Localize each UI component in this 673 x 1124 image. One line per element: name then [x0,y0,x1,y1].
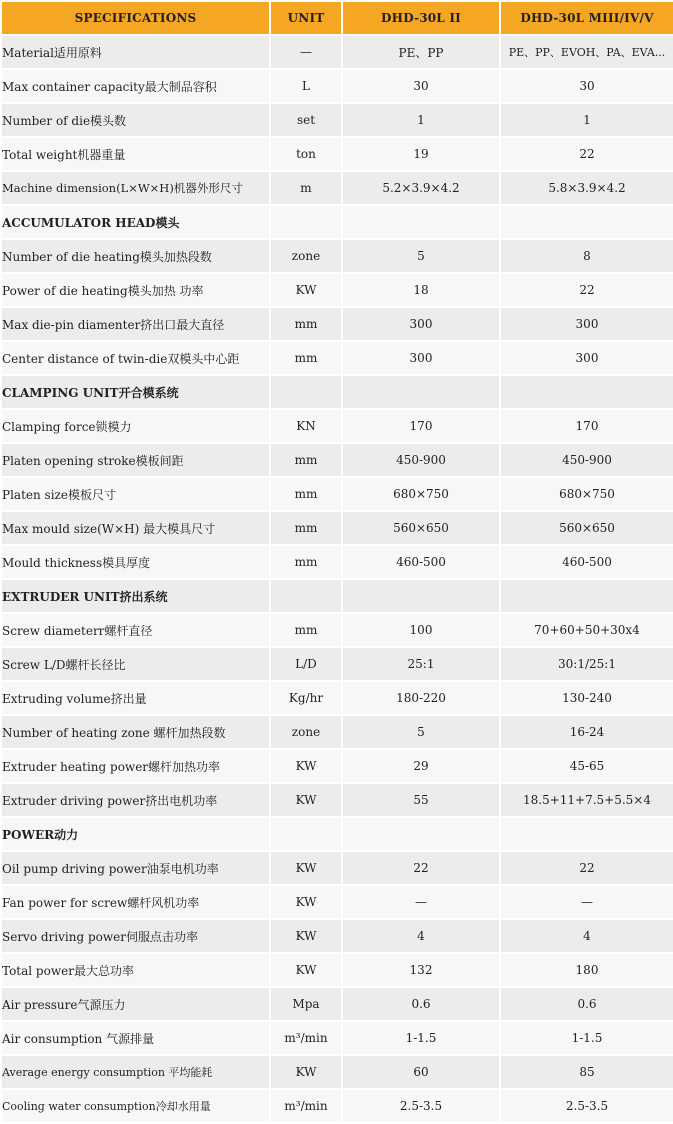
spec-label: Max mould size(W×H) 最大模具尺寸 [2,512,269,544]
model-1-value: 22 [343,852,499,884]
model-2-value: 18.5+11+7.5+5.5×4 [501,784,673,816]
model-2-value: 680×750 [501,478,673,510]
empty-cell [271,818,341,850]
spec-label: Platen size模板尺寸 [2,478,269,510]
empty-cell [343,206,499,238]
model-2-value: 30:1/25:1 [501,648,673,680]
unit-cell: mm [271,614,341,646]
header-unit: UNIT [271,2,341,34]
empty-cell [271,580,341,612]
unit-cell: set [271,104,341,136]
spec-label: Oil pump driving power油泵电机功率 [2,852,269,884]
model-2-value: 4 [501,920,673,952]
unit-cell: KW [271,954,341,986]
model-1-value: 4 [343,920,499,952]
spec-label: Extruding volume挤出量 [2,682,269,714]
spec-label: Mould thickness模具厚度 [2,546,269,578]
model-1-value: 0.6 [343,988,499,1020]
unit-cell: mm [271,444,341,476]
unit-cell: Mpa [271,988,341,1020]
model-2-value: 1-1.5 [501,1022,673,1054]
model-2-value: 560×650 [501,512,673,544]
spec-label: Machine dimension(L×W×H)机器外形尺寸 [2,172,269,204]
empty-cell [501,376,673,408]
table-row [2,274,673,306]
table-row [2,682,673,714]
model-2-value: 300 [501,342,673,374]
model-1-value: 25:1 [343,648,499,680]
model-1-value: 1-1.5 [343,1022,499,1054]
table-row [2,138,673,170]
model-2-value: 22 [501,138,673,170]
model-1-value: 5.2×3.9×4.2 [343,172,499,204]
table-row [2,512,673,544]
section-title: ACCUMULATOR HEAD模头 [2,206,269,238]
spec-label: Center distance of twin-die双模头中心距 [2,342,269,374]
spec-label: Screw L/D螺杆长径比 [2,648,269,680]
model-2-value: 0.6 [501,988,673,1020]
spec-label: Material适用原料 [2,36,269,68]
empty-cell [501,818,673,850]
table-header-row [2,2,673,34]
section-title: EXTRUDER UNIT挤出系统 [2,580,269,612]
spec-label: Average energy consumption 平均能耗 [2,1056,269,1088]
spec-label: Number of heating zone 螺杆加热段数 [2,716,269,748]
unit-cell: KN [271,410,341,442]
unit-cell: L [271,70,341,102]
spec-label: Platen opening stroke模板间距 [2,444,269,476]
spec-label: Total power最大总功率 [2,954,269,986]
unit-cell: KW [271,852,341,884]
table-row [2,852,673,884]
model-2-value: 8 [501,240,673,272]
spec-label: Screw diameterr螺杆直径 [2,614,269,646]
unit-cell: — [271,36,341,68]
table-row [2,1022,673,1054]
section-row [2,376,673,408]
empty-cell [271,206,341,238]
empty-cell [343,818,499,850]
model-2-value: 22 [501,852,673,884]
model-1-value: — [343,886,499,918]
table-row [2,716,673,748]
unit-cell: KW [271,274,341,306]
spec-label: Fan power for screw螺杆风机功率 [2,886,269,918]
empty-cell [271,376,341,408]
model-2-value: 30 [501,70,673,102]
table-row [2,988,673,1020]
unit-cell: KW [271,784,341,816]
spec-label: Number of die heating模头加热段数 [2,240,269,272]
table-body [2,36,673,1122]
table-row [2,308,673,340]
table-row [2,70,673,102]
table-row [2,784,673,816]
empty-cell [343,376,499,408]
spec-label: Extruder heating power螺杆加热功率 [2,750,269,782]
table-row [2,546,673,578]
model-2-value: 170 [501,410,673,442]
model-1-value: 450-900 [343,444,499,476]
model-1-value: 18 [343,274,499,306]
model-1-value: 460-500 [343,546,499,578]
model-1-value: 5 [343,716,499,748]
unit-cell: m³/min [271,1090,341,1122]
table-row [2,954,673,986]
model-1-value: 170 [343,410,499,442]
table-row [2,410,673,442]
table-row [2,886,673,918]
model-2-value: 450-900 [501,444,673,476]
unit-cell: zone [271,240,341,272]
unit-cell: ton [271,138,341,170]
model-1-value: 19 [343,138,499,170]
table-row [2,172,673,204]
table-row [2,104,673,136]
model-1-value: 132 [343,954,499,986]
table-row [2,750,673,782]
section-title: CLAMPING UNIT开合模系统 [2,376,269,408]
header-specifications: SPECIFICATIONS [2,2,269,34]
model-1-value: 29 [343,750,499,782]
spec-label: Total weight机器重量 [2,138,269,170]
table-row [2,614,673,646]
header-model-2: DHD-30L MIII/IV/V [501,2,673,34]
table-row [2,478,673,510]
spec-label: Air consumption 气源排量 [2,1022,269,1054]
unit-cell: KW [271,886,341,918]
empty-cell [343,580,499,612]
unit-cell: KW [271,750,341,782]
model-2-value: 2.5-3.5 [501,1090,673,1122]
model-1-value: PE、PP [343,36,499,68]
spec-label: Number of die模头数 [2,104,269,136]
spec-label: Max die-pin diamenter挤出口最大直径 [2,308,269,340]
model-1-value: 30 [343,70,499,102]
model-2-value: — [501,886,673,918]
table-row [2,240,673,272]
unit-cell: mm [271,546,341,578]
table-row [2,36,673,68]
spec-label: Cooling water consumption冷却水用量 [2,1090,269,1122]
unit-cell: m [271,172,341,204]
model-1-value: 300 [343,308,499,340]
model-1-value: 5 [343,240,499,272]
unit-cell: Kg/hr [271,682,341,714]
model-2-value: 70+60+50+30x4 [501,614,673,646]
model-1-value: 560×650 [343,512,499,544]
model-2-value: 130-240 [501,682,673,714]
model-2-value: PE、PP、EVOH、PA、EVA... [501,36,673,68]
unit-cell: KW [271,1056,341,1088]
model-2-value: 1 [501,104,673,136]
spec-label: Power of die heating模头加热 功率 [2,274,269,306]
spec-label: Air pressure气源压力 [2,988,269,1020]
header-model-1: DHD-30L II [343,2,499,34]
model-1-value: 680×750 [343,478,499,510]
unit-cell: mm [271,308,341,340]
section-row [2,206,673,238]
model-2-value: 22 [501,274,673,306]
table-row [2,444,673,476]
unit-cell: L/D [271,648,341,680]
model-1-value: 100 [343,614,499,646]
unit-cell: mm [271,512,341,544]
model-2-value: 300 [501,308,673,340]
model-1-value: 60 [343,1056,499,1088]
model-1-value: 180-220 [343,682,499,714]
unit-cell: zone [271,716,341,748]
table-row [2,342,673,374]
table-row [2,920,673,952]
spec-label: Servo driving power伺服点击功率 [2,920,269,952]
model-1-value: 55 [343,784,499,816]
empty-cell [501,206,673,238]
unit-cell: KW [271,920,341,952]
model-1-value: 300 [343,342,499,374]
unit-cell: m³/min [271,1022,341,1054]
model-2-value: 180 [501,954,673,986]
spec-label: Clamping force锁模力 [2,410,269,442]
model-2-value: 16-24 [501,716,673,748]
empty-cell [501,580,673,612]
model-2-value: 45-65 [501,750,673,782]
table-row [2,1056,673,1088]
section-row [2,818,673,850]
model-1-value: 1 [343,104,499,136]
spec-label: Max container capacity最大制品容积 [2,70,269,102]
model-2-value: 5.8×3.9×4.2 [501,172,673,204]
table-row [2,648,673,680]
model-2-value: 460-500 [501,546,673,578]
unit-cell: mm [271,478,341,510]
unit-cell: mm [271,342,341,374]
model-2-value: 85 [501,1056,673,1088]
table-row [2,1090,673,1122]
section-row [2,580,673,612]
section-title: POWER动力 [2,818,269,850]
spec-label: Extruder driving power挤出电机功率 [2,784,269,816]
model-1-value: 2.5-3.5 [343,1090,499,1122]
